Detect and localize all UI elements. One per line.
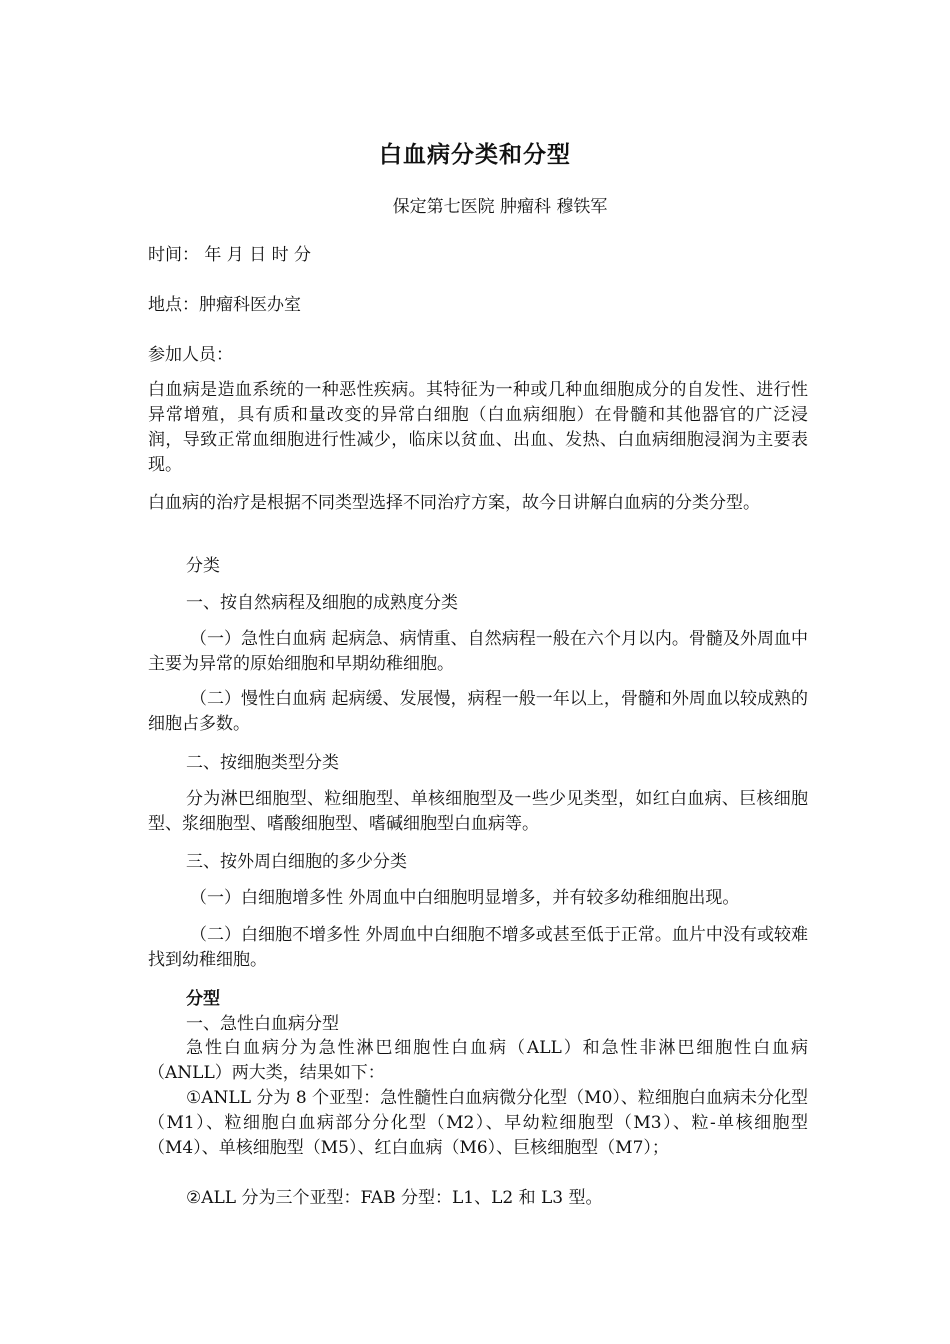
acute-leukemia-paragraph: （一）急性白血病 起病急、病情重、自然病程一般在六个月以内。骨髓及外周血中主要为异常的原始细胞和早期幼稚细胞。 <box>148 629 808 674</box>
classification-section-3: 三、按外周白细胞的多少分类 <box>186 852 407 872</box>
document-subtitle: 保定第七医院 肿瘤科 穆铁军 <box>392 197 608 217</box>
classification-section-1: 一、按自然病程及细胞的成熟度分类 <box>186 593 458 613</box>
anll-subtypes-paragraph: ①ANLL 分为 8 个亚型：急性髓性白血病微分化型（M0）、粒细胞白血病未分化型（M1）、粒细胞白血病部分分化型（M2）、早幼粒细胞型（M3）、粒-单核细胞型（M4）、单核细胞型（M5）、红白血病（M6）、巨核细胞型（M7）； <box>148 1088 808 1158</box>
typing-heading: 分型 <box>186 989 220 1009</box>
cell-types-paragraph: 分为淋巴细胞型、粒细胞型、单核细胞型及一些少见类型，如红白血病、巨核细胞型、浆细胞型、嗜酸细胞型、嗜碱细胞型白血病等。 <box>148 789 808 834</box>
treatment-paragraph: 白血病的治疗是根据不同类型选择不同治疗方案，故今日讲解白血病的分类分型。 <box>148 493 760 513</box>
place-line: 地点：肿瘤科医办室 <box>148 295 301 315</box>
classification-section-2: 二、按细胞类型分类 <box>186 753 339 773</box>
participants-line: 参加人员： <box>148 345 233 365</box>
wbc-increased-paragraph: （一）白细胞增多性 外周血中白细胞明显增多，并有较多幼稚细胞出现。 <box>190 888 740 908</box>
wbc-not-increased-paragraph: （二）白细胞不增多性 外周血中白细胞不增多或甚至低于正常。血片中没有或较难找到幼稚细胞。 <box>148 925 808 970</box>
classification-heading: 分类 <box>186 556 220 576</box>
intro-paragraph: 白血病是造血系统的一种恶性疾病。其特征为一种或几种血细胞成分的自发性、进行性异常增殖，具有质和量改变的异常白细胞（白血病细胞）在骨髓和其他器官的广泛浸润，导致正常血细胞进行性减少，临床以贫血、出血、发热、白血病细胞浸润为主要表现。 <box>148 380 808 475</box>
acute-typing-intro: 急性白血病分为急性淋巴细胞性白血病（ALL）和急性非淋巴细胞性白血病（ANLL）两大类，结果如下： <box>148 1038 808 1083</box>
time-line: 时间： 年 月 日 时 分 <box>148 245 312 265</box>
all-subtypes-paragraph: ②ALL 分为三个亚型：FAB 分型：L1、L2 和 L3 型。 <box>186 1188 603 1208</box>
typing-section-1: 一、急性白血病分型 <box>186 1014 339 1034</box>
chronic-leukemia-paragraph: （二）慢性白血病 起病缓、发展慢，病程一般一年以上，骨髓和外周血以较成熟的细胞占多数。 <box>148 689 808 734</box>
document-title: 白血病分类和分型 <box>379 142 571 168</box>
